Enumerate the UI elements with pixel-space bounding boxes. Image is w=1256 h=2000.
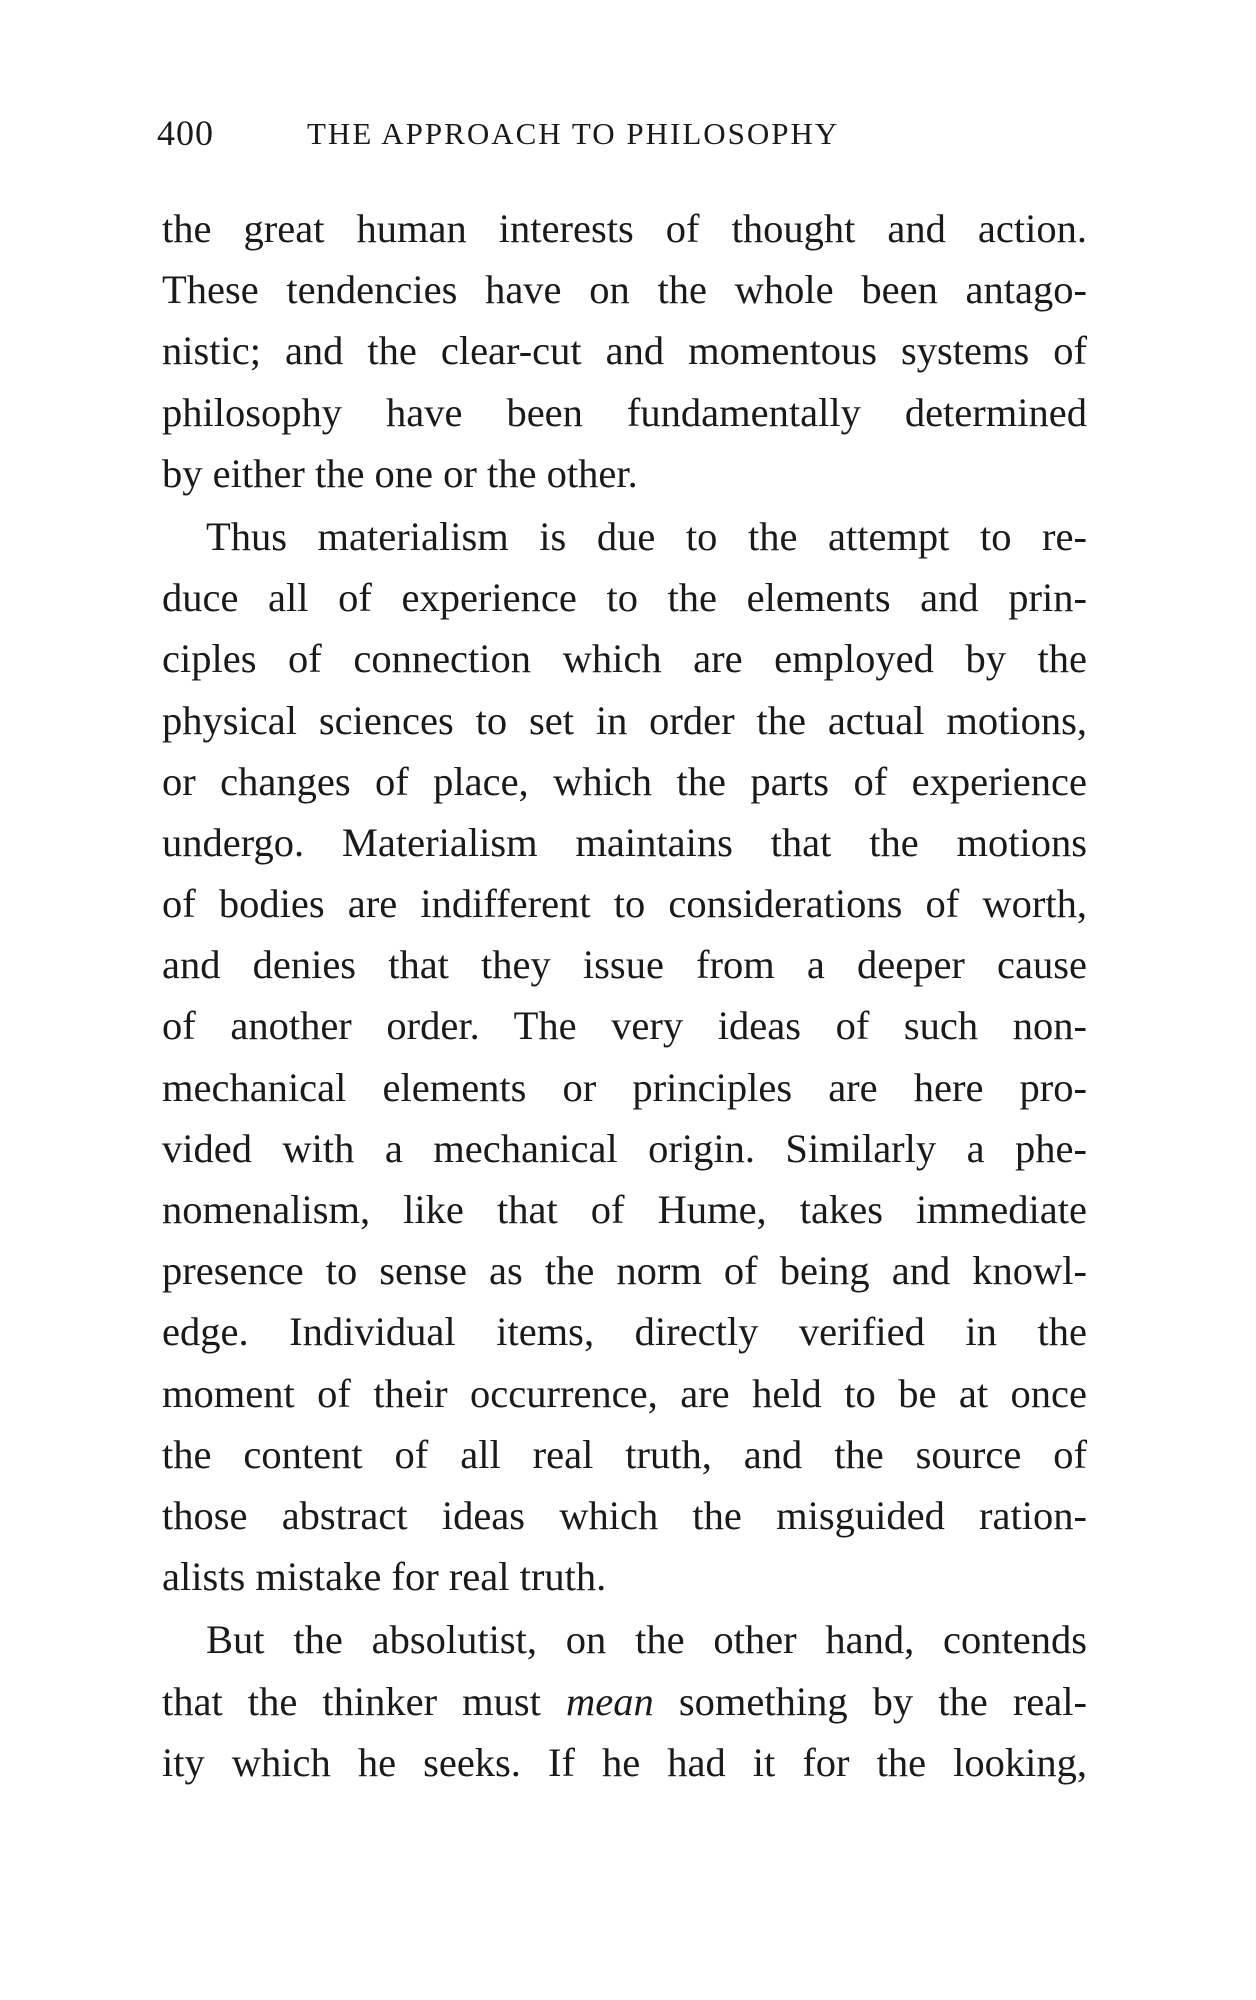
text-line: of bodies are indifferent to considerations of worth, <box>162 881 1087 927</box>
text-line: undergo. Materialism maintains that the motions <box>162 819 1087 865</box>
text-segment: something by the real- <box>653 1678 1087 1724</box>
text-line: by either the one or the other. <box>162 450 638 496</box>
paragraph-2 <box>162 506 1087 1607</box>
text-line: nomenalism, like that of Hume, takes immediate <box>162 1187 1087 1232</box>
text-line-with-emphasis <box>162 1671 1087 1732</box>
text-line: of another order. The very ideas of such non- <box>162 1003 1087 1049</box>
text-line: edge. Individual items, directly verified in the <box>162 1309 1087 1355</box>
text-line: Thus materialism is due to the attempt to re- <box>206 513 1087 559</box>
text-line: those abstract ideas which the misguided ration- <box>162 1492 1087 1538</box>
text-line: nistic; and the clear-cut and momentous systems of <box>162 328 1087 374</box>
running-head: THE APPROACH TO PHILOSOPHY <box>307 116 840 151</box>
text-line: physical sciences to set in order the actual motions, <box>162 697 1087 743</box>
text-line: ity which he seeks. If he had it for the looking, <box>162 1739 1087 1785</box>
emphasized-word: mean <box>566 1678 654 1724</box>
text-line: moment of their occurrence, are held to be at once <box>162 1370 1087 1416</box>
paragraph-3 <box>162 1609 1087 1793</box>
page-header <box>157 112 1087 162</box>
text-line: or changes of place, which the parts of experience <box>162 758 1087 804</box>
page-number: 400 <box>157 113 214 153</box>
text-line: presence to sense as the norm of being and knowl- <box>162 1248 1087 1294</box>
text-line: vided with a mechanical origin. Similarly a phe- <box>162 1125 1087 1171</box>
text-line: the content of all real truth, and the source of <box>162 1431 1087 1477</box>
paragraph-1 <box>162 198 1087 504</box>
text-segment: that the thinker must <box>162 1678 567 1724</box>
body-text <box>162 198 1087 1793</box>
text-line: duce all of experience to the elements and prin- <box>162 575 1087 621</box>
text-line: and denies that they issue from a deeper cause <box>162 942 1087 988</box>
text-line: ciples of connection which are employed by the <box>162 636 1087 682</box>
text-line: But the absolutist, on the other hand, contends <box>206 1617 1087 1663</box>
text-line: These tendencies have on the whole been antago- <box>162 267 1087 313</box>
text-line: alists mistake for real truth. <box>162 1554 607 1600</box>
text-line: philosophy have been fundamentally determined <box>162 389 1087 435</box>
text-line: mechanical elements or principles are here pro- <box>162 1064 1087 1110</box>
text-line: the great human interests of thought and action. <box>162 206 1087 251</box>
